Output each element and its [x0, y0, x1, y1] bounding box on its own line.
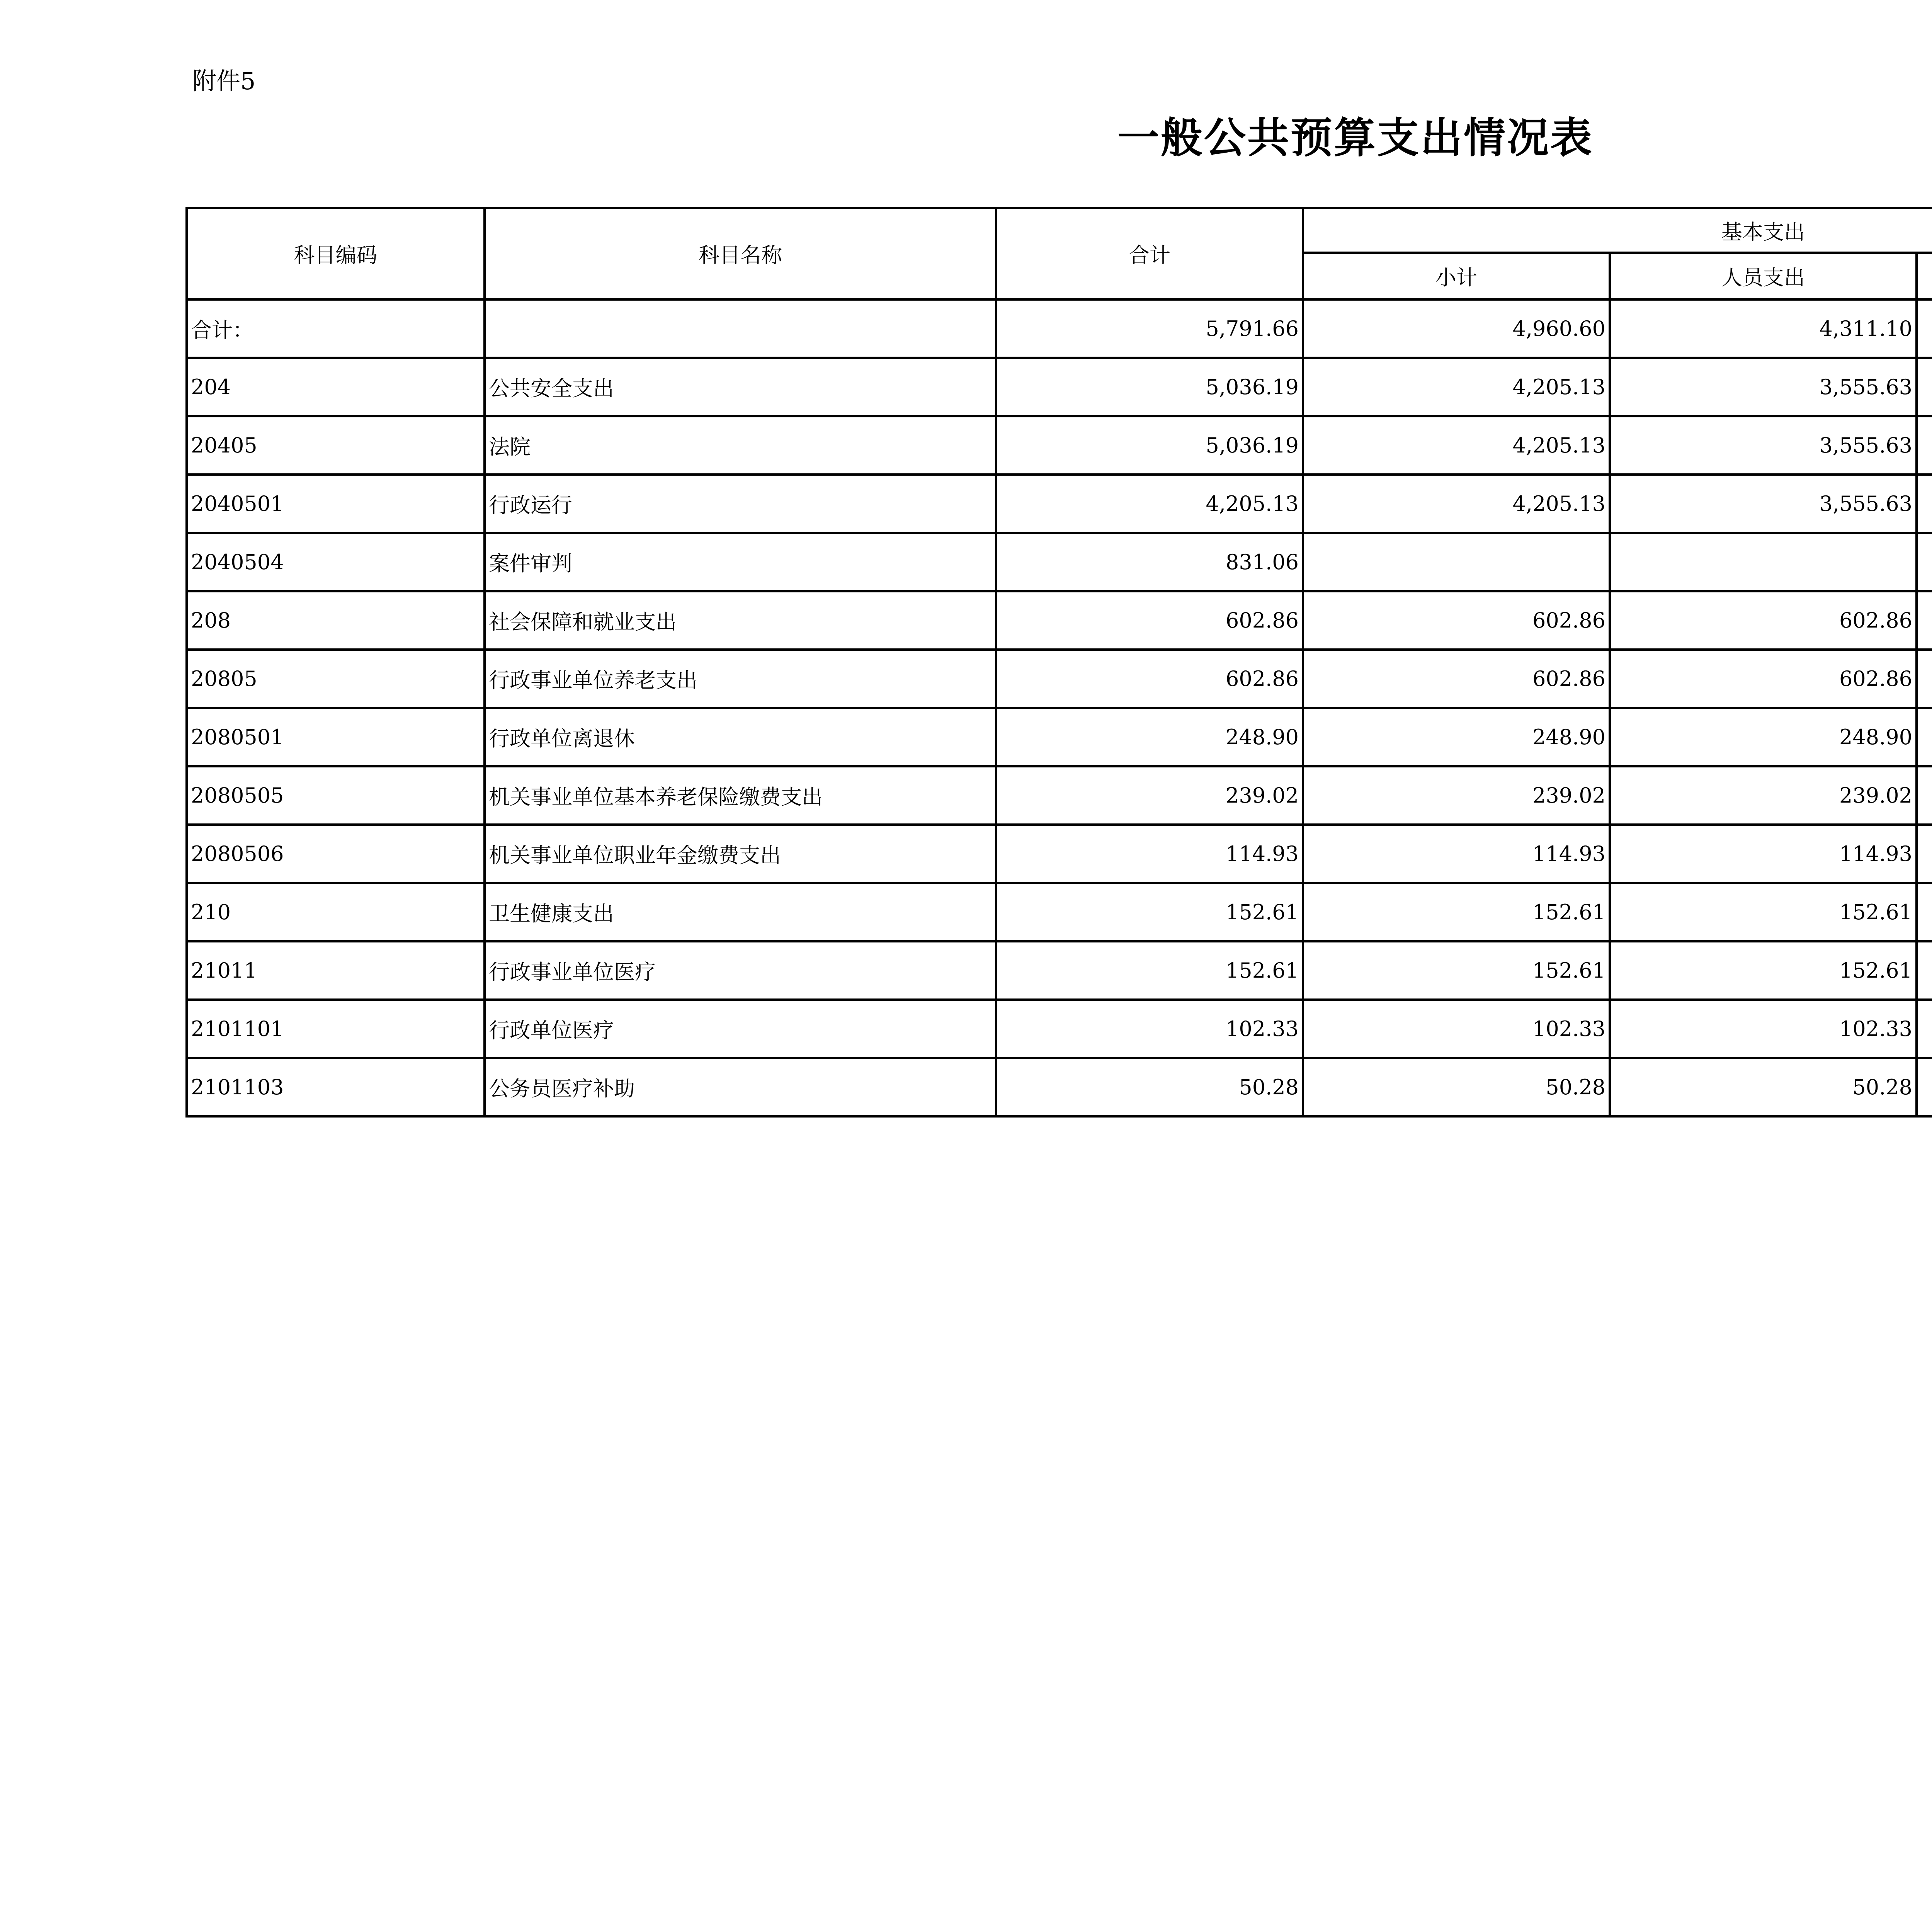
cell-subtotal: 152.61	[1303, 941, 1610, 1000]
cell-public	[1917, 1058, 1932, 1116]
cell-public	[1917, 941, 1932, 1000]
cell-subtotal: 50.28	[1303, 1058, 1610, 1116]
cell-total: 5,036.19	[996, 416, 1303, 475]
cell-name	[485, 299, 996, 358]
cell-total: 102.33	[996, 1000, 1303, 1058]
attachment-label: 附件5	[192, 67, 256, 95]
cell-public	[1917, 416, 1932, 475]
cell-name: 机关事业单位职业年金缴费支出	[485, 825, 996, 883]
cell-total: 5,036.19	[996, 358, 1303, 416]
table-row	[187, 416, 1932, 475]
cell-code: 2040501	[187, 475, 485, 533]
cell-total: 602.86	[996, 591, 1303, 650]
cell-code: 合计：	[187, 299, 485, 358]
table-row	[187, 475, 1932, 533]
cell-subtotal: 4,960.60	[1303, 299, 1610, 358]
cell-personnel: 602.86	[1610, 591, 1917, 650]
table-row	[187, 533, 1932, 591]
table-row	[187, 941, 1932, 1000]
cell-name: 案件审判	[485, 533, 996, 591]
cell-public	[1917, 766, 1932, 825]
cell-public	[1917, 708, 1932, 766]
cell-public	[1917, 591, 1932, 650]
cell-name: 行政单位医疗	[485, 1000, 996, 1058]
table-row	[187, 1058, 1932, 1116]
table-row	[187, 358, 1932, 416]
cell-total: 5,791.66	[996, 299, 1303, 358]
cell-total: 239.02	[996, 766, 1303, 825]
cell-personnel	[1610, 533, 1917, 591]
cell-personnel: 4,311.10	[1610, 299, 1917, 358]
cell-personnel: 152.61	[1610, 883, 1917, 941]
table-body	[187, 299, 1932, 1116]
cell-personnel: 3,555.63	[1610, 358, 1917, 416]
cell-public	[1917, 650, 1932, 708]
cell-subtotal: 102.33	[1303, 1000, 1610, 1058]
cell-personnel: 602.86	[1610, 650, 1917, 708]
cell-public	[1917, 825, 1932, 883]
cell-code: 2101103	[187, 1058, 485, 1116]
table-row	[187, 766, 1932, 825]
cell-personnel: 248.90	[1610, 708, 1917, 766]
cell-public	[1917, 475, 1932, 533]
cell-code: 204	[187, 358, 485, 416]
cell-total: 248.90	[996, 708, 1303, 766]
cell-subtotal: 4,205.13	[1303, 358, 1610, 416]
cell-total: 602.86	[996, 650, 1303, 708]
cell-personnel: 50.28	[1610, 1058, 1917, 1116]
cell-subtotal: 4,205.13	[1303, 475, 1610, 533]
table-header	[187, 208, 1932, 299]
header-name: 科目名称	[485, 208, 996, 299]
cell-total: 152.61	[996, 941, 1303, 1000]
cell-public	[1917, 883, 1932, 941]
cell-total: 831.06	[996, 533, 1303, 591]
header-code: 科目编码	[187, 208, 485, 299]
cell-total: 114.93	[996, 825, 1303, 883]
cell-code: 20405	[187, 416, 485, 475]
cell-name: 公共安全支出	[485, 358, 996, 416]
cell-code: 2040504	[187, 533, 485, 591]
cell-public	[1917, 1000, 1932, 1058]
cell-name: 行政运行	[485, 475, 996, 533]
cell-code: 2080505	[187, 766, 485, 825]
cell-public	[1917, 358, 1932, 416]
table-row	[187, 708, 1932, 766]
table-row	[187, 825, 1932, 883]
cell-personnel: 3,555.63	[1610, 475, 1917, 533]
cell-code: 210	[187, 883, 485, 941]
cell-public	[1917, 299, 1932, 358]
cell-code: 21011	[187, 941, 485, 1000]
cell-name: 行政事业单位医疗	[485, 941, 996, 1000]
table-row	[187, 299, 1932, 358]
cell-subtotal: 239.02	[1303, 766, 1610, 825]
table-row	[187, 591, 1932, 650]
cell-name: 卫生健康支出	[485, 883, 996, 941]
cell-personnel: 114.93	[1610, 825, 1917, 883]
cell-subtotal: 114.93	[1303, 825, 1610, 883]
page-title: 一般公共预算支出情况表	[1117, 114, 1594, 162]
cell-code: 2101101	[187, 1000, 485, 1058]
cell-name: 机关事业单位基本养老保险缴费支出	[485, 766, 996, 825]
cell-code: 208	[187, 591, 485, 650]
cell-total: 152.61	[996, 883, 1303, 941]
cell-code: 2080506	[187, 825, 485, 883]
table-row	[187, 650, 1932, 708]
budget-table	[185, 207, 1932, 1118]
cell-subtotal	[1303, 533, 1610, 591]
cell-name: 公务员医疗补助	[485, 1058, 996, 1116]
cell-subtotal: 602.86	[1303, 650, 1610, 708]
cell-name: 行政事业单位养老支出	[485, 650, 996, 708]
cell-code: 20805	[187, 650, 485, 708]
cell-public	[1917, 533, 1932, 591]
cell-subtotal: 248.90	[1303, 708, 1610, 766]
header-subtotal: 小计	[1303, 253, 1610, 299]
header-public	[1917, 253, 1932, 299]
cell-subtotal: 4,205.13	[1303, 416, 1610, 475]
table-row	[187, 883, 1932, 941]
cell-personnel: 152.61	[1610, 941, 1917, 1000]
cell-personnel: 239.02	[1610, 766, 1917, 825]
cell-personnel: 102.33	[1610, 1000, 1917, 1058]
header-total: 合计	[996, 208, 1303, 299]
cell-total: 50.28	[996, 1058, 1303, 1116]
cell-subtotal: 152.61	[1303, 883, 1610, 941]
cell-name: 法院	[485, 416, 996, 475]
cell-total: 4,205.13	[996, 475, 1303, 533]
cell-subtotal: 602.86	[1303, 591, 1610, 650]
cell-name: 行政单位离退休	[485, 708, 996, 766]
cell-personnel: 3,555.63	[1610, 416, 1917, 475]
header-basic: 基本支出	[1303, 208, 1932, 253]
header-personnel: 人员支出	[1610, 253, 1917, 299]
cell-name: 社会保障和就业支出	[485, 591, 996, 650]
cell-code: 2080501	[187, 708, 485, 766]
table-row	[187, 1000, 1932, 1058]
